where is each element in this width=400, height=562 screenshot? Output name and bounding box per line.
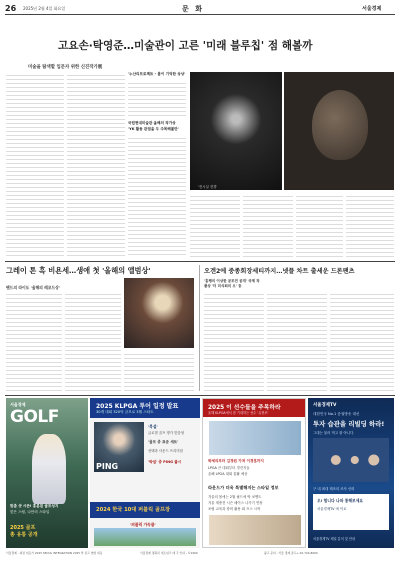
ad-players-photo2 (209, 515, 301, 545)
article3-col2 (267, 291, 327, 391)
article2-col1 (6, 291, 62, 391)
ad-players-line5: 겨울의 볼에는 2월 필드에 딱 코멘트 (208, 495, 262, 499)
article2-subhead: 팬드의 라이도 '올해의 레코드상' (6, 285, 60, 290)
ad-golf-magazine (6, 398, 88, 548)
article1-col6 (296, 193, 343, 257)
page-number: 26 (5, 4, 17, 13)
header-rule (5, 14, 395, 15)
vertical-divider (199, 265, 200, 391)
footer-note-2: 서울경제 정확히 네트워크 매 주 안내 - ©1900 (140, 551, 198, 555)
ad-golf-brand-big: GOLF (10, 407, 59, 427)
ad-tv-anchors-photo (313, 438, 389, 482)
ad-players-top: 2025 이 선수들을 주목하라 (208, 405, 281, 411)
article1-col1 (6, 72, 64, 257)
article1-side-head2: 국립현대미술관 올해의 작가상 (128, 121, 176, 125)
ad-klpga-top: 2025 KLPGA 투어 일정 발표 (96, 403, 179, 410)
ad-klpga-item3: 선택과 사운드 프리미엄 (148, 449, 183, 453)
article1-photo-caption: '전시실 전경' (198, 185, 218, 189)
ad-tv-brand: 서울경제TV (313, 403, 337, 408)
article1-photo-installation (190, 72, 282, 190)
sculpture-head-shape (312, 90, 368, 160)
ad-players-top-sub: 올해 KLPGA에서 잠 기대하는 선수 '유현조' (208, 411, 269, 415)
ad-golf-bottom1: 2025 골프 (10, 525, 36, 531)
article1-col4 (190, 193, 240, 257)
article2-photo-singer (124, 278, 194, 348)
ad-golf-bottom2: 총 유통 공개 (10, 532, 38, 538)
ad-tv-big: 투자 습관을 리빌딩 하라! (313, 420, 385, 428)
ad-tv (308, 398, 394, 548)
article2-col3 (124, 351, 194, 391)
ad-klpga-item1: '북설' (148, 424, 158, 429)
article1-subhead: 미술을 탐색할 입문자 위한 신진작가展 (28, 65, 103, 70)
ad-players (202, 398, 306, 548)
ad-klpga-bottom-sub: '퍼블릭 가속클' (130, 522, 156, 527)
article3-col3 (330, 291, 394, 391)
ad-klpga (90, 398, 200, 548)
ad-players-line3: 올해 LPGA 대회 불활 예상 (208, 472, 248, 476)
article1-side-head3: 'YK 활동 관점을 두 주목해볼만' (128, 127, 179, 131)
ad-tv-line1: 대한민국 No.1 증권방송 대선 (313, 412, 360, 416)
ad-tv-line3: 구 내 최대 제조의 조사 신뢰 (313, 487, 355, 491)
article2-headline: 그레이 톤 흑 비욘세…생애 첫 '올해의 앨범상' (6, 266, 151, 275)
ad-players-line7: 조립 교육과 장비 활용 회 프스 시작 (208, 507, 261, 511)
ad-golf-tagline2: 맞은 스윙, 나만의 스타일 (10, 510, 50, 514)
ad-players-line1: 박세리부터 김경원 가져 이경훈까지 (208, 459, 264, 463)
footer-note-3: 광고 문의 : 서울 경제 골프+ 02-724-8600 (264, 551, 318, 555)
article2-col2 (65, 291, 121, 391)
article1-col3b (128, 135, 186, 257)
article3-subhead: '흥행의 이상한 공모전 공개' 국제 작품상 '더 미식회의 오' 등 (204, 279, 260, 288)
issue-date: 2025년 2월 4일 화요일 (23, 6, 66, 11)
article1-col7 (346, 193, 394, 257)
divider-1 (5, 261, 395, 262)
ad-klpga-item1b: 글로벌 골프 명가 맞춤형 (148, 431, 184, 435)
article1-side-head1: '누산리프로젝트 - 몸이 기억한 상상' (128, 72, 186, 76)
ad-players-line6: 겨울 재충전 시즌 메이스 나가기 연장 (208, 501, 263, 505)
ad-tv-bottom: 오! 합니다 나와 통해보세요 (317, 498, 364, 503)
ad-tv-line2: 그대는 불러 먹고 잘 아니다 (313, 431, 354, 435)
divider-2 (5, 395, 395, 396)
ad-players-line2: LPGA 큰 대회부터 경진지들 (208, 466, 250, 470)
ad-players-line4: 라운드가 더욱 특별해지는 스타일 정보 (208, 485, 279, 490)
article1-col3 (128, 80, 186, 118)
ad-klpga-item2: '골프 중 표준 세트' (148, 440, 179, 444)
article3-col1 (204, 291, 264, 391)
section-title: 문 화 (182, 5, 204, 13)
ad-klpga-top-sub: 30개 대회 320억 규모로 3월 스타트 (96, 410, 154, 414)
ad-tv-foot: 서울경제TV 채널 분석 및 안내 (313, 537, 356, 541)
article1-col2 (67, 72, 125, 257)
ad-klpga-ping-logo: PING (96, 462, 119, 471)
ad-klpga-course-photo (94, 528, 196, 546)
ad-tv-bottom2: 서울경제TV 에 이로 (317, 507, 347, 511)
footer-note-1: 서울경제 - 회장 대표가 2025 SEOUL INTEGRATION 2025 학 골프 협업 대동 (6, 551, 103, 555)
article3-headline: 오겐2에 중종회장세티까지…넷플 차트 출세운 드론팬츠 (204, 268, 355, 275)
ad-golf-brand-small: 서울경제 (10, 402, 26, 407)
ad-golf-tagline1: 맞춘 샷 시즌! 흥분된 골프성지 (10, 504, 59, 508)
ad-players-photo (209, 421, 301, 455)
newspaper-name: 서울경제 (362, 6, 382, 12)
article1-col5 (243, 193, 293, 257)
ad-klpga-item4: '박설' 중 PING 출시 (148, 460, 182, 464)
article1-headline: 고요손·탁영준…미술관이 고른 '미래 블루칩' 점 해볼까 (58, 40, 313, 52)
ad-golf-player-figure (32, 434, 66, 504)
ad-klpga-bottom: 2024 한국 10대 퍼블릭 골프장 (96, 507, 170, 513)
article1-photo-sculpture (284, 72, 394, 190)
